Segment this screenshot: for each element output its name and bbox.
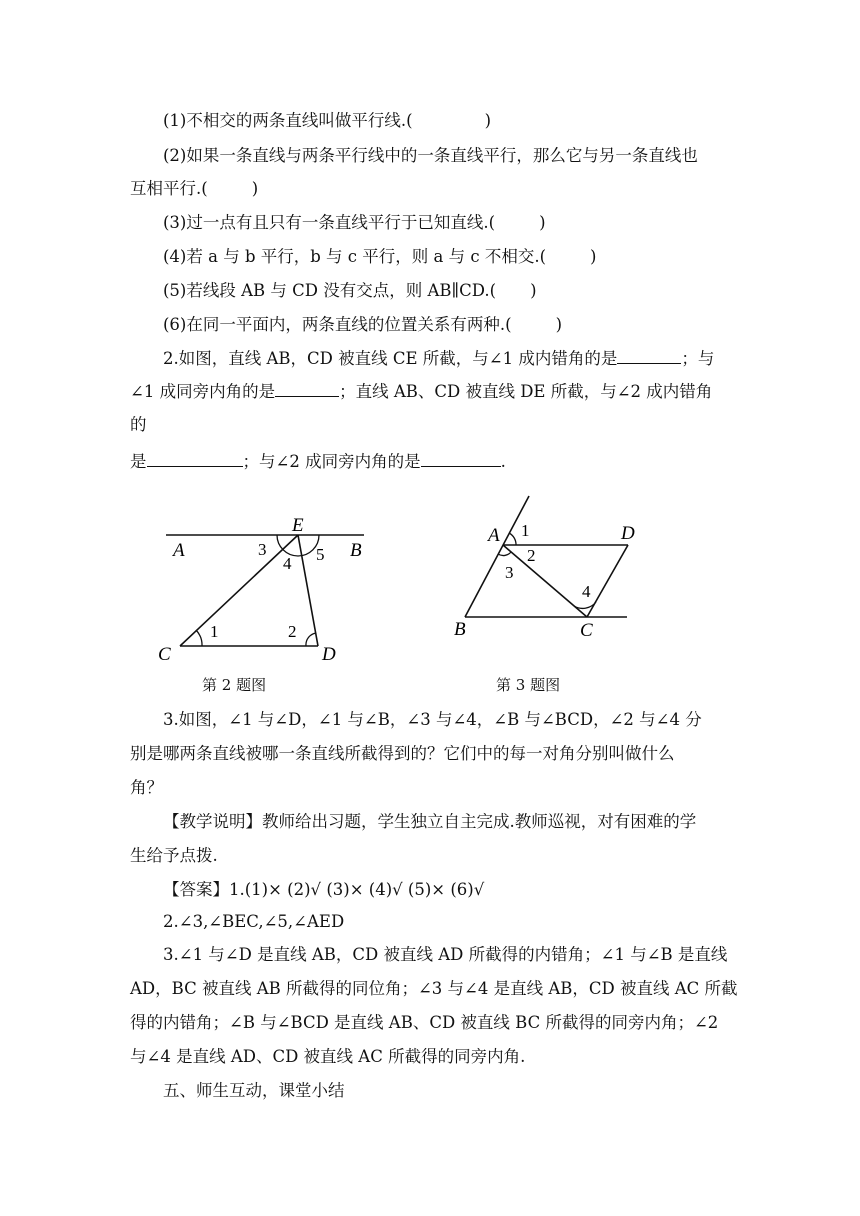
q3-line2: 别是哪两条直线被哪一条直线所截得到的？它们中的每一对角分别叫做什么 bbox=[130, 744, 675, 763]
answer-line2: 2.∠3,∠BEC,∠5,∠AED bbox=[163, 912, 345, 931]
answer-blank bbox=[421, 451, 501, 467]
point-label-d: D bbox=[621, 523, 635, 544]
answer-line3: 3.∠1 与∠D 是直线 AB，CD 被直线 AD 所截得的内错角；∠1 与∠B 是直线 bbox=[163, 945, 728, 964]
teaching-note-line1: 【教学说明】教师给出习题，学生独立自主完成.教师巡视，对有困难的学 bbox=[163, 812, 697, 831]
point-label-d: D bbox=[322, 644, 336, 665]
angle-label-1: 1 bbox=[210, 622, 219, 641]
q2-line1: 2.如图，直线 AB，CD 被直线 CE 所截，与∠1 成内错角的是 ；与 bbox=[163, 349, 715, 368]
angle-label-4: 4 bbox=[582, 582, 591, 601]
judge-q6: (6)在同一平面内，两条直线的位置关系有两种.( ) bbox=[163, 315, 562, 334]
answer-line6: 与∠4 是直线 AD、CD 被直线 AC 所截得的同旁内角. bbox=[130, 1047, 526, 1066]
judge-q5: (5)若线段 AB 与 CD 没有交点，则 AB∥CD.( ) bbox=[163, 281, 537, 300]
point-label-a: A bbox=[488, 525, 500, 546]
q3-line3: 角？ bbox=[130, 778, 163, 797]
answer-blank bbox=[617, 348, 681, 364]
angle-label-4: 4 bbox=[283, 554, 292, 573]
q2-line4: 是 ；与∠2 成同旁内角的是 . bbox=[130, 452, 506, 471]
q2-line3: 的 bbox=[130, 415, 147, 434]
q3-line1: 3.如图，∠1 与∠D，∠1 与∠B，∠3 与∠4，∠B 与∠BCD，∠2 与∠4 分 bbox=[163, 710, 702, 729]
angle-label-3: 3 bbox=[258, 540, 267, 559]
judge-q2-line1: (2)如果一条直线与两条平行线中的一条直线平行，那么它与另一条直线也 bbox=[163, 146, 698, 165]
judge-q3: (3)过一点有且只有一条直线平行于已知直线.( ) bbox=[163, 213, 546, 232]
angle-label-5: 5 bbox=[316, 545, 325, 564]
point-label-b: B bbox=[350, 540, 362, 561]
q2-line2: ∠1 成同旁内角的是 ；直线 AB、CD 被直线 DE 所截，与∠2 成内错角 bbox=[130, 382, 713, 401]
point-label-c: C bbox=[158, 644, 171, 665]
answer-blank bbox=[147, 451, 243, 467]
figure-3-caption: 第 3 题图 bbox=[496, 676, 561, 694]
answer-line4: AD，BC 被直线 AB 所截得的同位角；∠3 与∠4 是直线 AB，CD 被直线 AC 所截 bbox=[130, 979, 738, 998]
judge-q1: (1)不相交的两条直线叫做平行线.( ) bbox=[163, 111, 491, 130]
section-title: 五、师生互动，课堂小结 bbox=[163, 1081, 345, 1100]
judge-q4: (4)若 a 与 b 平行，b 与 c 平行，则 a 与 c 不相交.( ) bbox=[163, 247, 597, 266]
angle-label-2: 2 bbox=[288, 622, 297, 641]
angle-label-3: 3 bbox=[505, 563, 514, 582]
figure-2 bbox=[150, 505, 390, 670]
figure-3 bbox=[445, 490, 650, 650]
answer-blank bbox=[275, 381, 339, 397]
teaching-note-line2: 生给予点拨. bbox=[130, 846, 218, 865]
point-label-a: A bbox=[173, 540, 185, 561]
angle-label-2: 2 bbox=[527, 546, 536, 565]
judge-q2-line2: 互相平行.( ) bbox=[130, 179, 259, 198]
figure-2-caption: 第 2 题图 bbox=[202, 676, 267, 694]
answer-line5: 得的内错角；∠B 与∠BCD 是直线 AB、CD 被直线 BC 所截得的同旁内角；∠2 bbox=[130, 1013, 719, 1032]
point-label-e: E bbox=[292, 515, 304, 536]
point-label-b: B bbox=[454, 619, 466, 640]
angle-label-1: 1 bbox=[521, 521, 530, 540]
point-label-c: C bbox=[580, 620, 593, 641]
answer-line1: 【答案】1.(1)× (2)√ (3)× (4)√ (5)× (6)√ bbox=[163, 880, 485, 899]
